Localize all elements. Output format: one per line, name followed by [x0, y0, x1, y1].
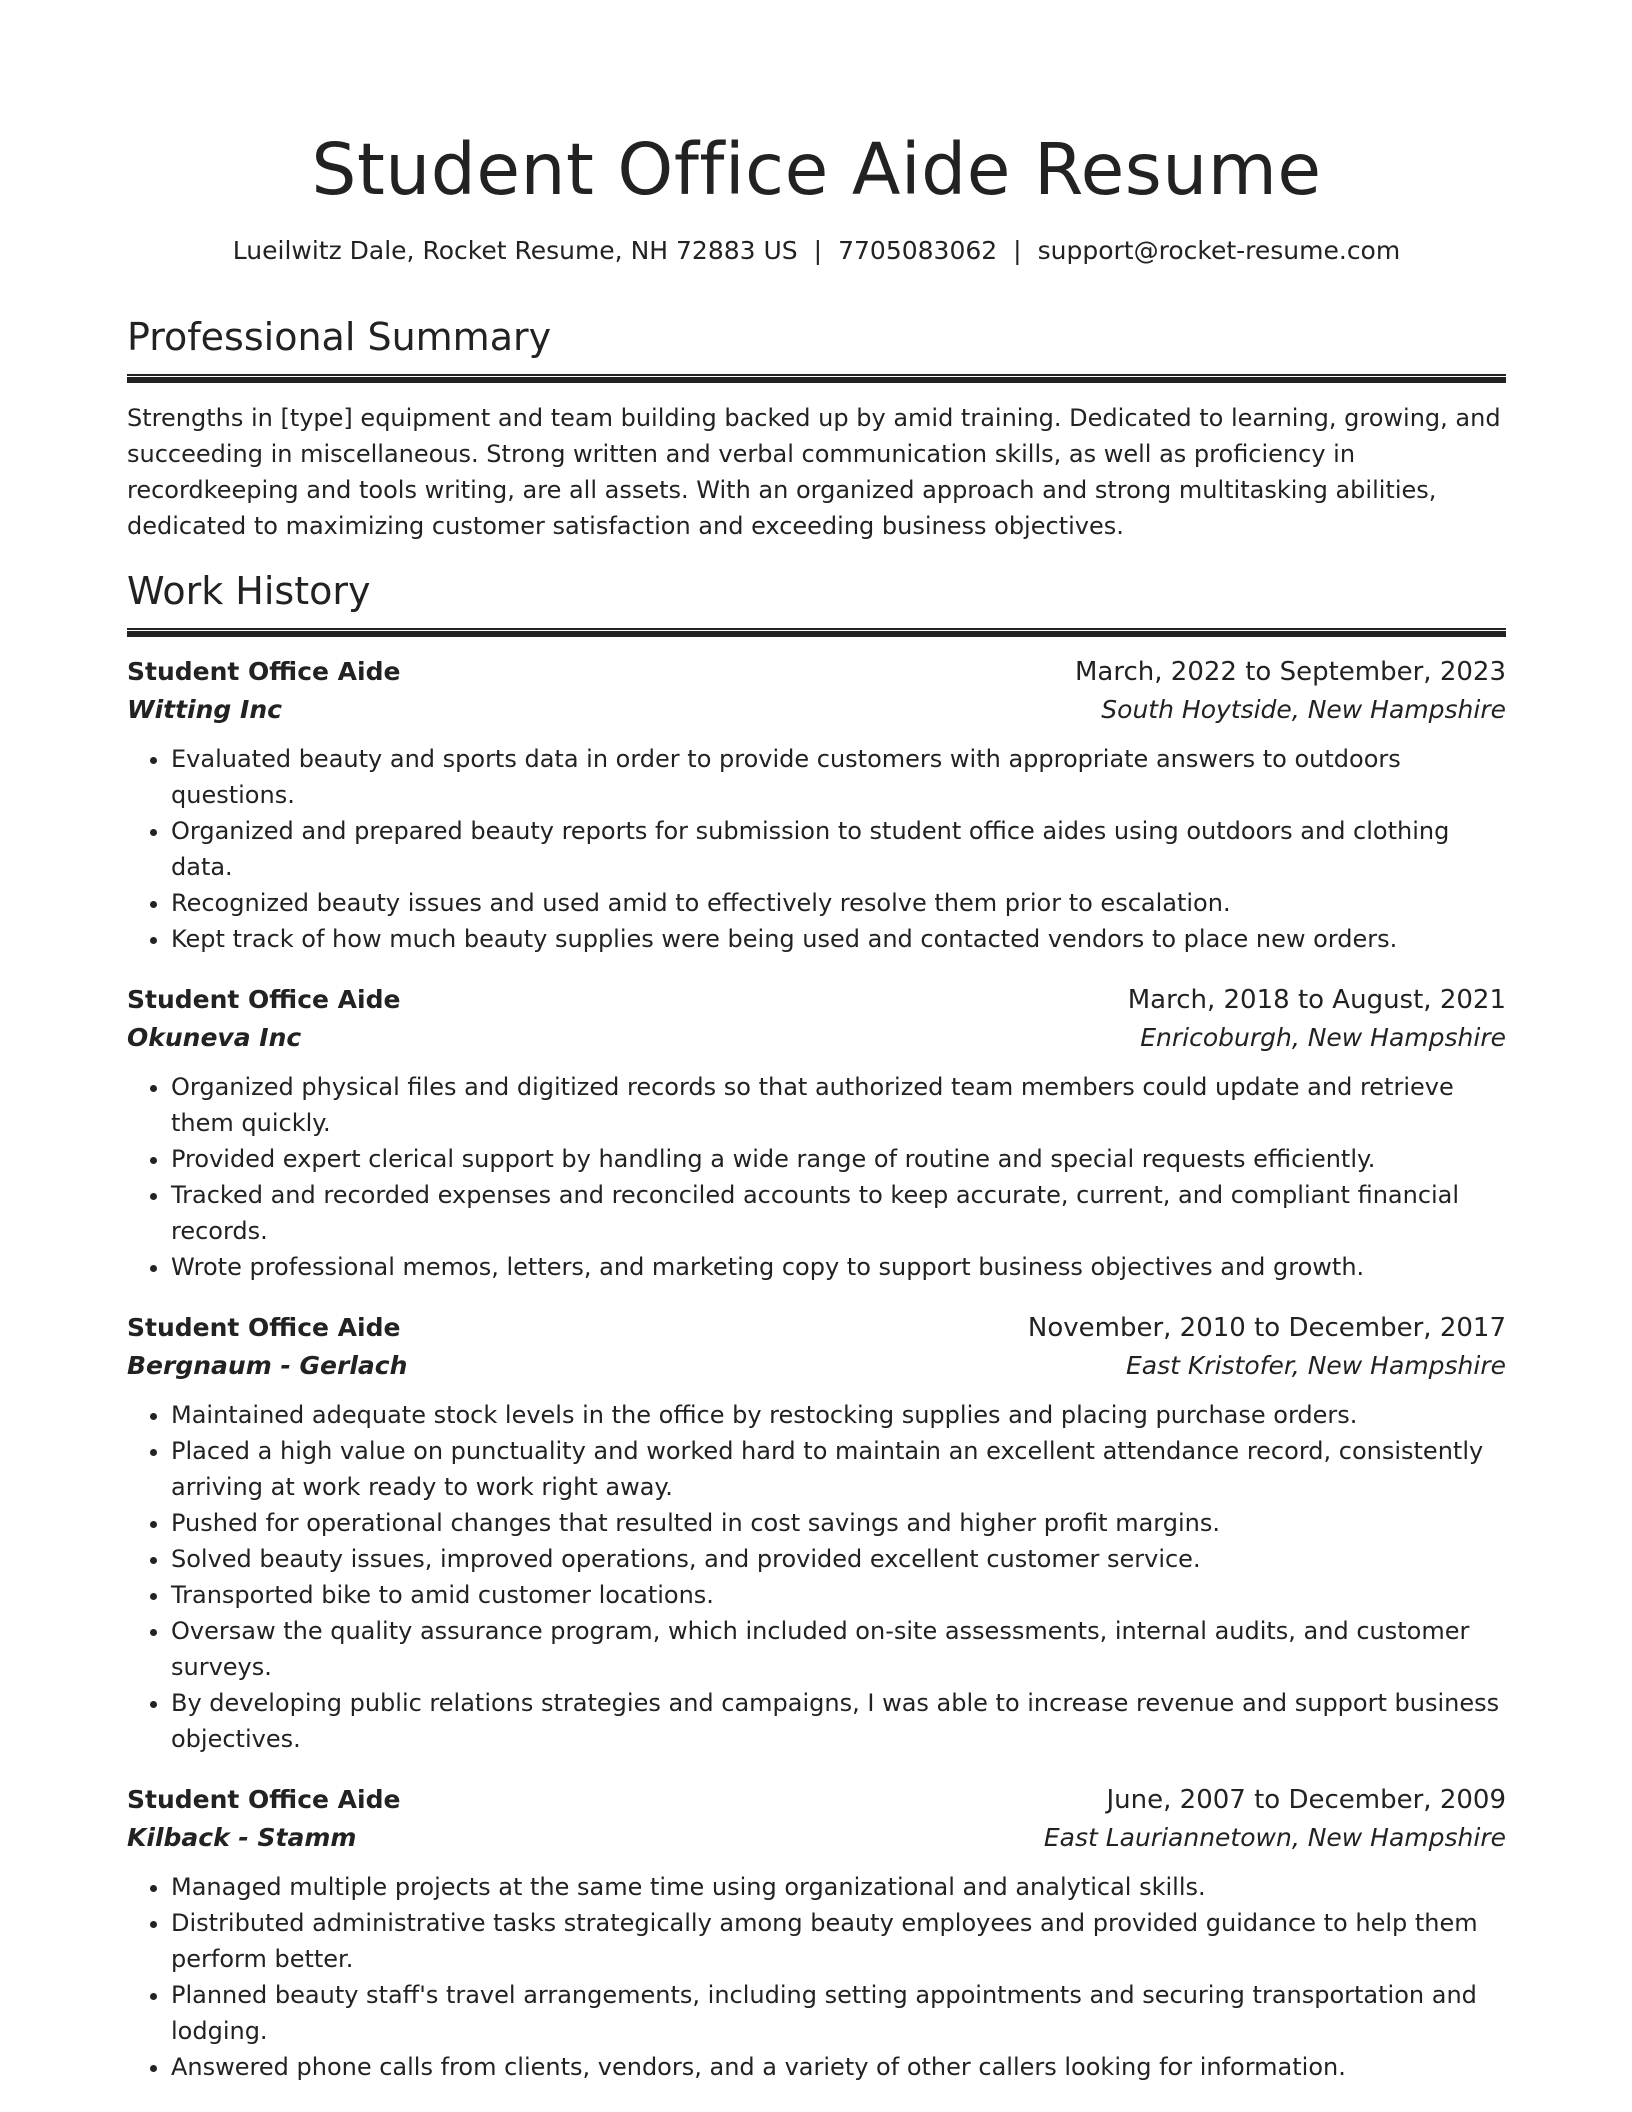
job-entry: [127, 653, 1506, 957]
resume-title: Student Office Aide Resume: [311, 128, 1322, 211]
job-dates: June, 2007 to December, 2009: [1106, 1785, 1506, 1815]
job-duty: • Oversaw the quality assurance program, which included on-site assessments, internal audits, and customer surveys.: [171, 1613, 1506, 1685]
job-duty: • Organized and prepared beauty reports for submission to student office aides using outdoors and clothing data.: [171, 813, 1506, 885]
job-duty: • Solved beauty issues, improved operations, and provided excellent customer service.: [171, 1541, 1506, 1577]
job-entry: [127, 1781, 1506, 2085]
contact-line: [127, 234, 1506, 268]
job-location: East Kristofer, New Hampshire: [1126, 1351, 1506, 1380]
job-duty: • Placed a high value on punctuality and worked hard to maintain an excellent attendance record, consistently arriving at work ready to work right away.: [171, 1433, 1506, 1505]
job-duty: • Pushed for operational changes that resulted in cost savings and higher profit margins.: [171, 1505, 1506, 1541]
job-header-row: [127, 1309, 1506, 1347]
job-company-row: [127, 1819, 1506, 1857]
job-entry: [127, 981, 1506, 1285]
job-duty: • Organized physical files and digitized records so that authorized team members could update and retrieve them quickly.: [171, 1069, 1506, 1141]
job-title: Student Office Aide: [127, 1313, 401, 1342]
summary-text: Strengths in [type] equipment and team building backed up by amid training. Dedicated to learning, growing, and succeeding in miscellaneous. Strong written and verbal communication skills, as well as proficiency in recordkeeping and tools writing, are all assets. With an organized approach and strong multitasking abilities, dedicated to maximizing customer satisfaction and exceeding business objectives.: [127, 404, 1501, 540]
job-company: Bergnaum - Gerlach: [127, 1351, 408, 1380]
job-header-row: [127, 1781, 1506, 1819]
job-duty: • Planned beauty staff's travel arrangements, including setting appointments and securing transportation and lodging.: [171, 1977, 1506, 2049]
summary-heading: Professional Summary: [127, 315, 552, 359]
job-duty: • Transported bike to amid customer locations.: [171, 1577, 1506, 1613]
job-duties-list: [127, 1869, 1506, 2085]
job-title: Student Office Aide: [127, 657, 401, 686]
job-header-row: [127, 981, 1506, 1019]
job-company: Kilback - Stamm: [127, 1823, 357, 1852]
job-entry: [127, 1309, 1506, 1757]
job-dates: November, 2010 to December, 2017: [1027, 1313, 1506, 1343]
job-title: Student Office Aide: [127, 1785, 401, 1814]
summary-section: [127, 312, 1506, 544]
job-location: East Lauriannetown, New Hampshire: [1043, 1823, 1506, 1852]
job-duty: • Wrote professional memos, letters, and marketing copy to support business objectives and growth.: [171, 1249, 1506, 1285]
contact-phone: 7705083062: [838, 236, 998, 265]
job-company-row: [127, 1347, 1506, 1385]
job-duties-list: [127, 1069, 1506, 1285]
job-duty: • Kept track of how much beauty supplies were being used and contacted vendors to place new orders.: [171, 921, 1506, 957]
job-company-row: [127, 691, 1506, 729]
contact-separator: |: [1013, 236, 1022, 265]
job-duty: • Managed multiple projects at the same time using organizational and analytical skills.: [171, 1869, 1506, 1905]
job-duty: • Evaluated beauty and sports data in order to provide customers with appropriate answers to outdoors questions.: [171, 741, 1506, 813]
job-duty: • Provided expert clerical support by handling a wide range of routine and special requests efficiently.: [171, 1141, 1506, 1177]
contact-email: support@rocket-resume.com: [1037, 236, 1401, 265]
job-duty: • By developing public relations strategies and campaigns, I was able to increase revenue and support business objectives.: [171, 1685, 1506, 1757]
job-dates: March, 2022 to September, 2023: [1075, 657, 1506, 687]
job-title: Student Office Aide: [127, 985, 401, 1014]
job-company: Okuneva Inc: [127, 1023, 302, 1052]
work-history-section: [127, 566, 1506, 2085]
job-dates: March, 2018 to August, 2021: [1127, 985, 1506, 1015]
contact-separator: |: [813, 236, 823, 265]
job-duty: • Tracked and recorded expenses and reconciled accounts to keep accurate, current, and compliant financial records.: [171, 1177, 1506, 1249]
job-header-row: [127, 653, 1506, 691]
section-divider: [127, 628, 1506, 637]
job-duty: • Maintained adequate stock levels in the office by restocking supplies and placing purchase orders.: [171, 1397, 1506, 1433]
job-duty: • Answered phone calls from clients, vendors, and a variety of other callers looking for information.: [171, 2049, 1506, 2085]
job-company-row: [127, 1019, 1506, 1057]
job-company: Witting Inc: [127, 695, 282, 724]
job-duties-list: [127, 741, 1506, 957]
contact-address: Lueilwitz Dale, Rocket Resume, NH 72883 US: [232, 236, 798, 265]
job-duties-list: [127, 1397, 1506, 1757]
job-duty: • Recognized beauty issues and used amid to effectively resolve them prior to escalation.: [171, 885, 1506, 921]
job-location: Enricoburgh, New Hampshire: [1140, 1023, 1506, 1052]
job-location: South Hoytside, New Hampshire: [1101, 695, 1506, 724]
job-duty: • Distributed administrative tasks strategically among beauty employees and provided guidance to help them perform better.: [171, 1905, 1506, 1977]
work-history-heading: Work History: [127, 569, 371, 613]
section-divider: [127, 374, 1506, 383]
